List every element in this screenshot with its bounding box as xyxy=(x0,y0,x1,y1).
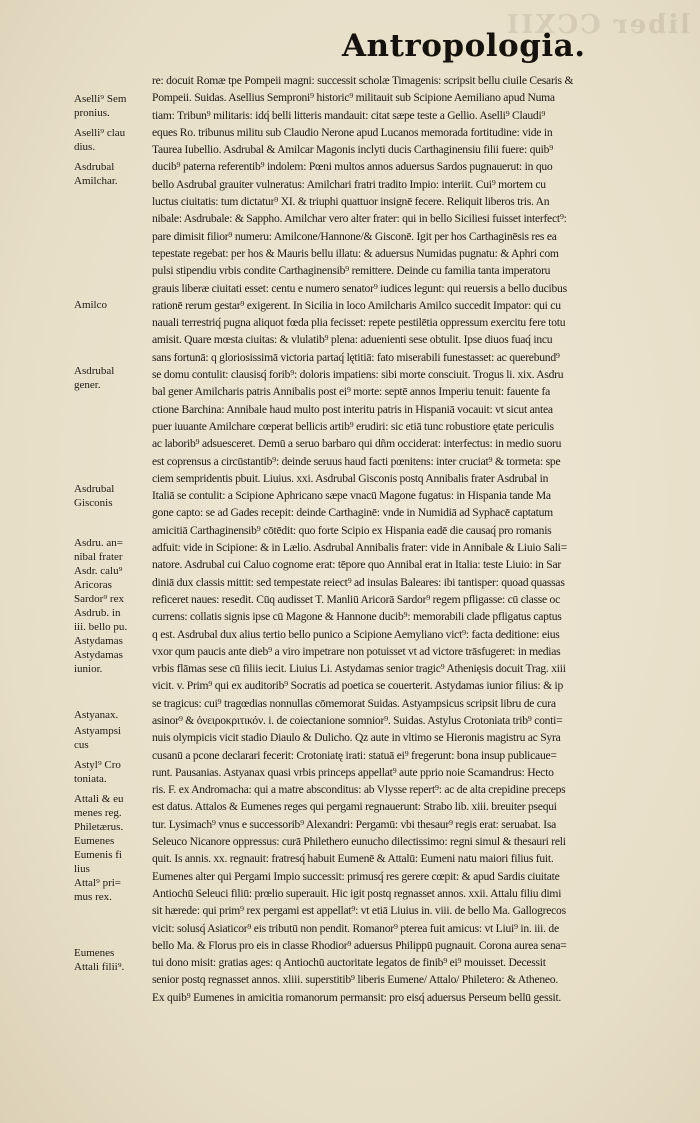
text-line: cusanū a pcone declarari fecerit: Crotoniatę irati: statuā ei⁹ fregerunt: bona insup publicaue= xyxy=(152,748,557,762)
margin-note-line: dius. xyxy=(74,141,96,153)
text-line: Pompeii. Suidas. Asellius Semproni⁹ historic⁹ militauit sub Scipione Aemiliano apud Numa xyxy=(152,91,555,105)
text-line: nauali terrestriq́ pugna aliquot fœda plia fecisset: repete pestilētia oppressum exercitu fere totu xyxy=(152,316,566,330)
text-line: ctione Barchina: Annibale haud multo post interitu patris in Hispaniā vocauit: vt sicut antea xyxy=(152,402,553,416)
text-line: vicit: solusq́ Asiaticor⁹ eis tributū non pendit. Romanor⁹ ptereа fuit amicus: vt Liui⁹ in. iii. de xyxy=(152,921,559,935)
text-line: vrbis flāmas sese cū filiis iecit. Liuius Li. Astydamas senior tragic⁹ Athenięsis docuit Trag. xiii xyxy=(152,662,566,676)
text-line: est datus. Attalos & Eumenes reges qui pergami regnauerunt: Strabo lib. xiii. breuiter psequi xyxy=(152,800,557,814)
margin-note-line: Eumenes xyxy=(74,835,115,847)
text-line: tui dono misit: gratias ages: q Antiochū auctoritate legatos de finib⁹ ei⁹ mouisset. Decessit xyxy=(152,956,546,970)
text-line: est coprensus a circūstantib⁹: deinde seruus haud facti pœnitens: inter cruciat⁹ & tormeta: spe xyxy=(152,454,561,468)
text-line: pare dimisit filior⁹ numeru: Amilcone/Hannone/& Gisconē. Igit per hos Carthaginēsis res ea xyxy=(152,229,557,243)
margin-note-line: menes reg. xyxy=(74,807,122,819)
margin-note-line: Asdrubal xyxy=(74,365,115,377)
text-line: Eumenes alter qui Pergami Impio successit: primusq́ res gerere cœpit: & apud Sardis ciuitate xyxy=(152,869,560,883)
margin-note-line: Asdr. calu⁹ xyxy=(74,565,123,577)
text-line: ducib⁹ paterna referentib⁹ indolem: Pœni multos annos aduersus Sardos pugnauerut: in quo xyxy=(152,160,553,174)
text-line: currens: collatis signis ipse cū Magone & Hannone ducib⁹: memorabili clade pfligatus captus xyxy=(152,610,562,624)
margin-note-line: Astyampsi xyxy=(74,725,122,737)
margin-note xyxy=(74,482,154,510)
text-line: bello Ma. & Florus pro eis in classe Rhodior⁹ aduersus Philippū pugnauit. Corona aurea sena= xyxy=(152,938,567,952)
margin-note-line: Sardor⁹ rex xyxy=(74,593,124,605)
margin-note-line: pronius. xyxy=(74,107,110,119)
margin-note-line: Eumenis fi xyxy=(74,849,122,861)
text-line: bal gener Amilcharis patris Annibalis post ei⁹ morte: septē annos Imperiu tenuit: fauente fa xyxy=(152,385,550,399)
text-line: gone capto: se ad Gades recepit: deinde Carthaginē: vnde in Numidiā ad Syphacē captatum xyxy=(152,506,553,520)
text-line: Antiochū Seleuci filiū: prœlio superauit. Hic igit postq regnasset annos. xxii. Attalu filiu dimi xyxy=(152,886,562,900)
text-line: amisit. Quare mœsta ciuitas: & vlulatib⁹ plena: aduenienti sese obtulit. Ipse diuos fuaq́ incu xyxy=(152,333,553,347)
text-line: puer iuuante Amilchare cœperat bellicis artib⁹ erudiri: sic etiā tunc robustiore ętate periculis xyxy=(152,419,554,433)
text-line: bello Asdrubal grauiter vulneratus: Amilchari fratri tradito Impio: interiit. Cui⁹ mortem cu xyxy=(152,177,546,191)
margin-note-line: Aselli⁹ Sem xyxy=(74,93,127,105)
margin-note-line: iii. bello pu. xyxy=(74,621,128,633)
text-line: se domu contulit: clausisq́ forib⁹: doloris impatiens: sibi morte consciuit. Trogus li. xix. Asdru xyxy=(152,368,564,382)
text-line: nuis olympicis vicit stadio Diaulo & Dulicho. Qz aute in vltimo se Hieronis magistru ac Syra xyxy=(152,731,561,745)
text-line: nibale: Asdrubale: & Sappho. Amilchar vero alter frater: qui in bello Siciliesi fuisset interfect⁹: xyxy=(152,212,567,226)
text-line: eques Ro. tribunus militu sub Claudio Nerone apud Lucanos memorada fortitudine: vide in xyxy=(152,125,553,139)
text-line: sit hærede: qui prim⁹ rex pergami est appellat⁹: vt etiā Liuius in. viii. de bello Ma. Gallogrecos xyxy=(152,904,566,918)
margin-note xyxy=(74,708,154,722)
text-line: ris. F. ex Andromacha: qui a matre absconditus: ab Vlysse repert⁹: ac de alta crepidine preceps xyxy=(152,783,566,797)
text-line: luctus ciuitatis: tum dictatur⁹ XI. & triuphi quattuor insignē fecere. Reliquit liberos tris. An xyxy=(152,195,550,209)
text-line: reficeret naues: resedit. Cūq audisset T. Manliū Aricorā Sardor⁹ regem pfligasse: cū classe oc xyxy=(152,592,560,606)
margin-note xyxy=(74,126,154,154)
margin-note-line: mus rex. xyxy=(74,891,112,903)
text-line: amicitiā Carthaginensib⁹ cōtēdit: quo forte Scipio ex Hispania eadē die causaq́ pro romanis xyxy=(152,523,552,537)
margin-note-line: Amilco xyxy=(74,299,107,311)
bleed-through-text: liber CCXII xyxy=(504,10,690,40)
margin-note-line: Astydamas xyxy=(74,649,123,661)
margin-note-line: Gisconis xyxy=(74,497,113,509)
margin-note xyxy=(74,724,154,752)
margin-note-line: Eumenes xyxy=(74,947,115,959)
text-line: asinor⁹ & ὀνειροκριτικόν. i. de coiectanione somnior⁹. Suidas. Astylus Crotoniata trib⁹ conti= xyxy=(152,713,563,727)
text-line: sans fortunā: q gloriosissimā victoria partaq́ lętitiā: fato miserabili funestasset: ac querebund⁹ xyxy=(152,350,560,364)
text-line: re: docuit Romæ tpe Pompeii magni: successit scholæ Timagenis: scripsit bellu ciuile Cesaris & xyxy=(152,74,574,87)
text-line: tepestate regebat: per hos & Mauris bellu illatu: & aduersus Numidas pugnatu: & Aphri com xyxy=(152,246,559,260)
text-line: q est. Asdrubal dux alius tertio bello punico a Scipione Aemyliano vict⁹: facta deditione: eius xyxy=(152,627,560,641)
text-line: tiam: Tribun⁹ militaris: idq́ belli litteris mandauit: citat sæpe teste a Gellio. Aselli⁹ Claudi⁹ xyxy=(152,108,546,122)
margin-note-line: iunior. xyxy=(74,663,103,675)
margin-note-line: Asdrub. in xyxy=(74,607,121,619)
text-line: vicit. v. Prim⁹ qui ex auditorib⁹ Socratis ad poetica se couerterit. Astydamas iunior filius: & ip xyxy=(152,679,564,693)
text-line: pulsi stipendiu vrbis condite Carthaginensib⁹ remittere. Deinde cu familia tanta imperatoru xyxy=(152,264,551,278)
text-line: Taurea Iubellio. Asdrubal & Amilcar Magonis inclyti ducis Carthaginensiu filii fuere: quib⁹ xyxy=(152,143,553,157)
margin-note-line: Philetærus. xyxy=(74,821,124,833)
text-line: senior postq regnasset annos. xliii. superstitib⁹ liberis Eumene/ Attalo/ Philetero: & Atheneo. xyxy=(152,973,558,987)
text-line: vxor qum paucis ante dieb⁹ a viro impetrare non potuisset vt ad victore trāsfugeret: in medias xyxy=(152,644,561,658)
margin-note xyxy=(74,536,154,676)
margin-note-line: Astyanax. xyxy=(74,709,119,721)
text-line: tur. Lysimach⁹ vnus e successorib⁹ Alexandri: Pergamū: vbi thesaur⁹ regis erat: seruabat. Isa xyxy=(152,817,556,831)
margin-note xyxy=(74,364,154,392)
margin-note-line: gener. xyxy=(74,379,101,391)
text-line: quit. Is annis. xx. regnauit: fratresq́ habuit Eumenē & Attalū: Eumeni natu maiori filius fuit. xyxy=(152,852,554,866)
margin-note-line: Aricoras xyxy=(74,579,112,591)
text-line: Italiā se contulit: a Scipione Aphricano sæpe vnacū Magone fugatus: in Hispania tande Ma xyxy=(152,489,551,503)
text-line: ciem sempridentis pbuit. Liuius. xxi. Asdrubal Gisconis postq Annibalis frater Asdrubal in xyxy=(152,471,549,485)
margin-note xyxy=(74,946,154,974)
text-line: ac laborib⁹ adsuesceret. Demū a seruo barbaro qui dñm occiderat: interfectus: in medio suoru xyxy=(152,437,562,451)
text-line: adfuit: vide in Scipione: & in Lælio. Asdrubal Annibalis frater: vide in Annibale & Liuio Sali= xyxy=(152,541,567,555)
margin-note-line: Attal⁹ pri= xyxy=(74,877,122,889)
margin-note-line: Attali & eu xyxy=(74,793,124,805)
text-line: Seleuco Nicanore oppressus: curā Philethero eunucho dilectissimo: regni simul & thesauri reli xyxy=(152,835,566,849)
margin-note-line: cus xyxy=(74,739,89,751)
margin-note-line: Asdrubal xyxy=(74,483,115,495)
margin-note-line: lius xyxy=(74,863,90,875)
margin-note-line: Amilchar. xyxy=(74,175,118,187)
text-line: Ex quib⁹ Eumenes in amicitia romanorum permansit: pro eisq́ aduersus Perseum bellū gessit. xyxy=(152,990,562,1004)
margin-note-line: Aselli⁹ clau xyxy=(74,127,126,139)
main-text-column xyxy=(152,72,684,1117)
text-line: rationē rerum gestar⁹ exigerent. In Sicilia in loco Amilcharis Amilco succedit Impator: qui cu xyxy=(152,298,561,312)
text-line: se tragicus: cui⁹ tragœdias nonnullas cōmemorat Suidas. Astyampsicus scripsit libru de cura xyxy=(152,696,556,710)
margin-note xyxy=(74,92,154,120)
margin-note xyxy=(74,758,154,786)
margin-note-line: Asdrubal xyxy=(74,161,115,173)
margin-note xyxy=(74,298,154,312)
margin-note-line: Attali filii⁹. xyxy=(74,961,125,973)
running-head: Antropologia. xyxy=(342,28,586,64)
text-line: diniā dux classis mittit: sed tempestate reiect⁹ ad insulas Baleares: ibi tantisper: quoad quassas xyxy=(152,575,565,589)
margin-note-line: toniata. xyxy=(74,773,107,785)
margin-note-line: nibal frater xyxy=(74,551,123,563)
margin-notes xyxy=(74,76,154,1116)
margin-note xyxy=(74,160,154,188)
text-line: natore. Asdrubal cui Caluo cognome erat: tēpore quo Annibal erat in Italia: teste Liuio: in Sar xyxy=(152,558,561,572)
margin-note-line: Asdru. an= xyxy=(74,537,123,549)
margin-note xyxy=(74,792,154,904)
text-line: runt. Pausanias. Astyanax quasi vrbis princeps appellat⁹ aute pprio noie Scamandrus: Hecto xyxy=(152,765,554,779)
margin-note-line: Astyl⁹ Cro xyxy=(74,759,121,771)
margin-note-line: Astydamas xyxy=(74,635,123,647)
text-line: grauis liberæ ciuitati esset: centu e numero senator⁹ iudices legunt: qui reuersis a bello ducibus xyxy=(152,281,567,295)
